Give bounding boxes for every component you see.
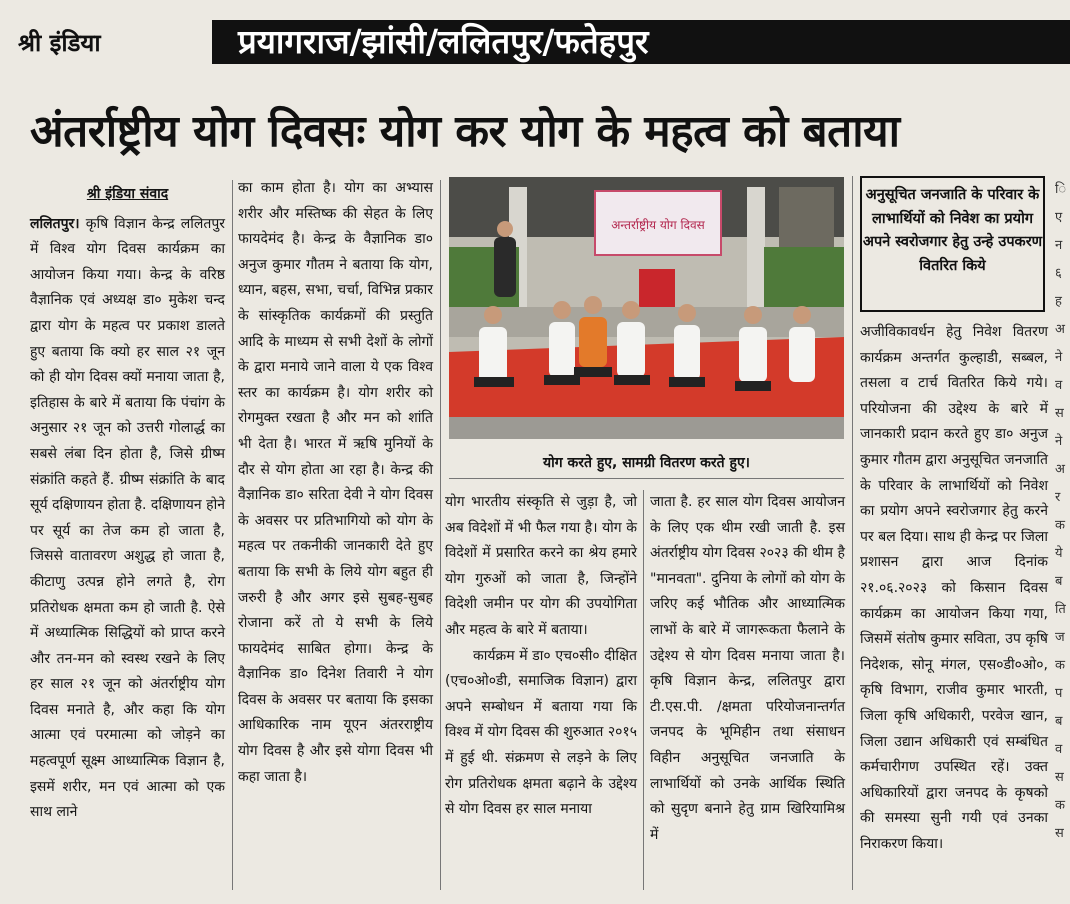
newspaper-brand: श्री इंडिया [18,29,101,57]
edge-letter: स [1055,826,1064,841]
edge-letter: ६ [1055,266,1062,281]
edge-letter: स [1055,406,1064,421]
edge-letter: अ [1055,462,1065,477]
edge-letter: व [1055,378,1063,393]
edge-letter: ये [1055,546,1063,561]
edge-letter: ने [1055,434,1063,449]
yoga-photo-illustration [449,177,844,439]
article-column-2 [238,176,433,790]
edge-letter: र [1055,490,1061,505]
banner-text: अन्तर्राष्ट्रीय योग दिवस [611,218,705,232]
region-bar: प्रयागराज/झांसी/ललितपुर/फतेहपुर [212,20,1070,64]
side-story-headline-box [860,176,1045,312]
column-1-text [30,212,225,826]
edge-letter: प [1055,686,1063,701]
edge-letter: व [1055,742,1063,757]
edge-letter: क [1055,798,1065,813]
column-1-body: कृषि विज्ञान केन्द्र ललितपुर में विश्व योग दिवस कार्यक्रम का आयोजन किया गया। केन्द्र के वरिष्ठ वैज्ञानिक एवं अध्यक्ष डा० मुकेश चन्द द्वारा योग के महत्व पर प्रकाश डालते हुए बताया कि क्यो हर साल २१ जून को ही योग दिवस क्यों मनाया जाता है, इतिहास के बारे में बताया कि पंचांग के अनुसार २१ जून को उत्तरी गोलार्द्ध का सबसे लंबा दिन होता है, जिसे ग्रीष्म संक्रांति कहते हैं. ग्रीष्म संक्रांति के बाद सूर्य दक्षिणायन होता है. दक्षिणायन होने पर सूर्य का तेज कम हो जाता है, जिससे वातावरण अशुद्ध हो जाता है, कीटाणु उत्पन्न होने लगते है, रोग प्रतिरोधक क्षमता कम हो जाती है. ऐसे में अध्यात्मिक सिद्धियों को प्राप्त करने और तन-मन को स्वस्थ रखने के लिए हर साल २१ जून को अंतर्राष्ट्रीय योग दिवस मनाते है, और कहा कि योग आत्मा एवं परमात्मा को जोड़ने का महत्वपूर्ण सूक्ष्म आध्यात्मिक विज्ञान है, इसमें शरीर, मन एवं आत्मा को एक साथ लाने [30,215,226,821]
edge-letter: अ [1055,322,1065,337]
article-column-3 [445,490,637,823]
column-divider [643,490,644,890]
article-column-4 [650,490,845,848]
caption-rule [449,478,844,479]
edge-letter: ब [1055,574,1063,589]
edge-letter: ति [1055,602,1066,617]
column-3-text-b: कार्यक्रम में डा० एच०सी० दीक्षित (एच०ओ०डी, समाजिक विज्ञान) द्वारा अपने सम्बोधन में बताया गया कि विश्व में योग दिवस की शुरुआत २०१५ में हुई थी. संक्रमण से लड़ने के लिए रोग प्रतिरोधक क्षमता बढ़ाने के उद्देश्य से योग दिवस हर साल मनाया [445,647,637,818]
edge-letter: ि [1055,182,1067,197]
article-headline: अंतर्राष्ट्रीय योग दिवसः योग कर योग के महत्व को बताया [30,106,900,157]
side-story-column [860,320,1048,857]
edge-letter: क [1055,658,1065,673]
article-column-1 [30,182,225,826]
edge-letter: ए [1055,210,1063,225]
edge-letter: ह [1055,294,1062,309]
column-divider [852,176,853,890]
column-4-text: जाता है. हर साल योग दिवस आयोजन के लिए एक थीम रखी जाती है. इस अंतर्राष्ट्रीय योग दिवस २०२३ की थीम है "मानवता". दुनिया के लोगों को योग के जरिए कई भौतिक और आध्यात्मिक लाभों के बारे में जागरूकता फैलाने के उद्देश्य से योग दिवस मनाया जाता है। कृषि विज्ञान केन्द्र, ललितपुर द्वारा टी.एस.पी. /क्षमता परियोजनान्तर्गत जनपद के भूमिहीन तथा संसाधन विहीन अनुसूचित जनजाति के लाभार्थियों को उनके आर्थिक स्थिति को सुदृण बनाने हेतु ग्राम खिरियामिश्र में [650,494,845,843]
edge-letter: ब [1055,714,1063,729]
column-divider [440,180,441,890]
masthead [0,18,1070,68]
side-story-headline: अनुसूचित जनजाति के परिवार के लाभार्थियों को निवेश का प्रयोग अपने स्वरोजगार हेतु उन्हे उपकरण वितरित किये [862,187,1043,274]
side-story-text: अजीविकावर्धन हेतु निवेश वितरण कार्यक्रम अन्तर्गत कुल्हाडी, सब्बल, तसला व टार्च वितरित किये गये। परियोजना की उद्देश्य के बारे में जानकारी प्रदान करते हुए डा० अनुज कुमार गौतम द्वारा अनुसूचित जनजाति के परिवार के लाभार्थियों को निवेश का प्रयोग अपने स्वरोजगार हेतु करने पर बल दिया। साथ ही केन्द्र पर जिला प्रशासन द्वारा आज दिनांक २१.०६.२०२३ को किसान दिवस कार्यक्रम का आयोजन किया गया, जिसमें संतोष कुमार सविता, उप कृषि निदेशक, सोनू मंगल, एस०डी०ओ०, कृषि विभाग, राजीव कुमार भारती, जिला कृषि अधिकारी, परवेज खान, जिला उद्यान अधिकारी एवं सम्बंधित कर्मचारीगण उपस्थित रहें। उक्त अधिकारियों द्वारा जनपद के कृषको की समस्या सुनी गयी एवं उनका निराकरण किया। [860,324,1048,852]
dateline: ललितपुर। [30,215,80,232]
column-divider [232,180,233,890]
byline: श्री इंडिया संवाद [86,186,169,202]
edge-letter: ज [1055,630,1065,645]
column-2-text: का काम होता है। योग का अभ्यास शरीर और मस्तिष्क की सेहत के लिए फायदेमंद है। केन्द्र के वैज्ञानिक डा० अनुज कुमार गौतम ने बताया कि योग, ध्यान, बहस, सभा, चर्चा, विभिन्न प्रकार के सांस्कृतिक कार्यक्रमों की प्रस्तुति आदि के माध्यम से सभी देशों के लोगों के द्वारा मनाये जाने वाला ये एक विश्व स्तर का कार्यक्रम है। योग शरीर को रोगमुक्त रखता है और मन को शांति भी देता है। भारत में ऋषि मुनियों के दौर से योग होता आ रहा है। केन्द्र की वैज्ञानिक डा० सरिता देवी ने योग दिवस के अवसर पर प्रतिभागियो को योग के महत्व पर तकनीकी जानकारी देते हुए बताया कि सभी के लिये योग बहुत ही जरुरी है और अगर इसे सुबह-सुबह रोजाना करें तो ये सभी के लिये फायदेमंद साबित होगा। केन्द्र के वैज्ञानिक डा० दिनेश तिवारी ने योग दिवस के अवसर पर बताया कि इसका आधिकारिक नाम यूएन अंतरराष्ट्रीय योग दिवस है और इसे योगा दिवस भी कहा जाता है। [238,180,433,785]
adjacent-column-edge [1055,176,1070,904]
photo-caption: योग करते हुए, सामग्री वितरण करते हुए। [543,455,750,471]
edge-letter: स [1055,770,1064,785]
edge-letter: ने [1055,350,1063,365]
edge-letter: न [1055,238,1063,253]
column-3-text-a: योग भारतीय संस्कृति से जुड़ा है, जो अब विदेशों में भी फैल गया है। योग के विदेशों में प्रसारित करने का श्रेय हमारे योग गुरुओं को जाता है, जिन्होंने विदेशी जमीन पर योग की उपयोगिता और महत्व के बारे में बताया। [445,494,637,638]
yoga-event-photo [449,177,844,439]
edge-letter: क [1055,518,1065,533]
